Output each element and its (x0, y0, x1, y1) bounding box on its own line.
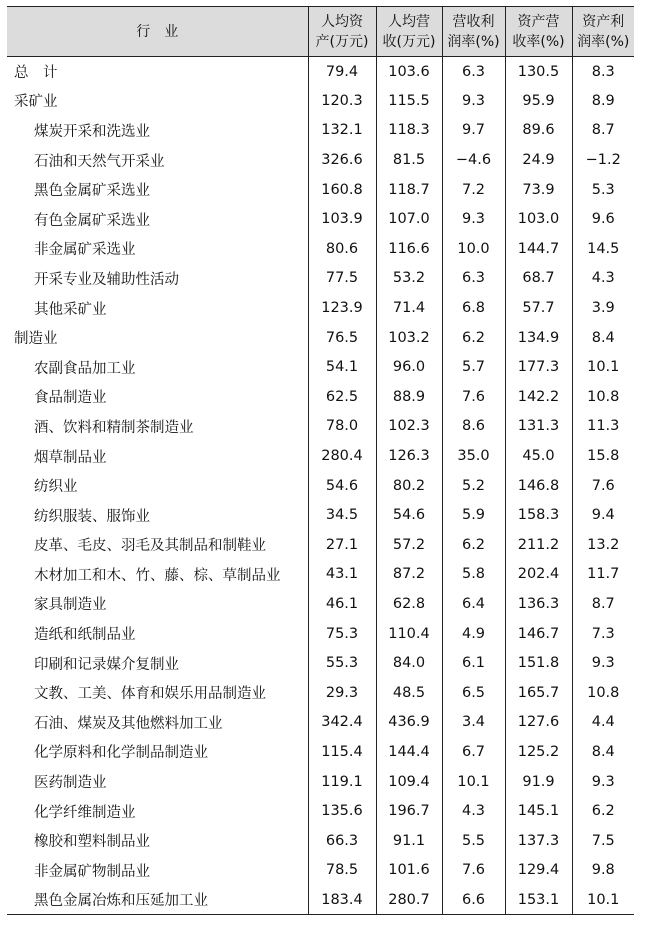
header-revenue-margin (442, 7, 505, 57)
table-row (7, 86, 634, 116)
industry-name-cell: 有色金属矿采选业 (34, 212, 150, 229)
industry-name-cell: 黑色金属冶炼和压延加工业 (7, 885, 308, 915)
asset-return-cell: 8.3 (572, 57, 634, 87)
table-row (7, 737, 634, 767)
table-header (7, 7, 634, 57)
revenue-margin-cell: 35.0 (442, 441, 505, 471)
asset-return-cell: 4.4 (572, 708, 634, 738)
revenue-per-capita-cell: 102.3 (376, 412, 442, 442)
asset-per-capita-cell: 77.5 (308, 264, 376, 294)
asset-turnover-cell: 127.6 (505, 708, 572, 738)
revenue-per-capita-cell: 126.3 (376, 441, 442, 471)
table-row (7, 500, 634, 530)
revenue-per-capita-cell: 81.5 (376, 145, 442, 175)
asset-turnover-cell: 146.8 (505, 471, 572, 501)
revenue-margin-cell: 4.9 (442, 619, 505, 649)
revenue-per-capita-cell: 84.0 (376, 648, 442, 678)
table-row (7, 530, 634, 560)
revenue-margin-cell: 5.2 (442, 471, 505, 501)
asset-return-cell: 9.4 (572, 500, 634, 530)
asset-per-capita-cell: 55.3 (308, 648, 376, 678)
asset-turnover-cell: 165.7 (505, 678, 572, 708)
asset-per-capita-cell: 119.1 (308, 767, 376, 797)
asset-per-capita-cell: 62.5 (308, 382, 376, 412)
table-row (7, 767, 634, 797)
asset-turnover-cell: 57.7 (505, 293, 572, 323)
revenue-per-capita-cell: 91.1 (376, 826, 442, 856)
revenue-margin-cell: 10.0 (442, 234, 505, 264)
header-asset-turnover-line2: 收率(%) (512, 33, 565, 50)
asset-per-capita-cell: 80.6 (308, 234, 376, 264)
asset-per-capita-cell: 54.1 (308, 352, 376, 382)
revenue-per-capita-cell: 110.4 (376, 619, 442, 649)
asset-return-cell: 7.3 (572, 619, 634, 649)
revenue-per-capita-cell: 118.3 (376, 116, 442, 146)
asset-per-capita-cell: 120.3 (308, 86, 376, 116)
revenue-per-capita-cell: 115.5 (376, 86, 442, 116)
table-row (7, 352, 634, 382)
asset-per-capita-cell: 280.4 (308, 441, 376, 471)
table-row (7, 57, 634, 87)
table-row (7, 116, 634, 146)
table-row (7, 619, 634, 649)
industry-name-cell: 家具制造业 (34, 597, 107, 614)
industry-name-cell: 煤炭开采和洗选业 (34, 123, 150, 140)
asset-return-cell: 13.2 (572, 530, 634, 560)
header-asset-turnover (505, 7, 572, 57)
asset-per-capita-cell: 135.6 (308, 796, 376, 826)
table-row (7, 441, 634, 471)
industry-name-cell: 酒、饮料和精制茶制造业 (34, 419, 194, 436)
asset-return-cell: 10.1 (572, 352, 634, 382)
revenue-per-capita-cell: 101.6 (376, 856, 442, 886)
asset-per-capita-cell: 115.4 (308, 737, 376, 767)
revenue-per-capita-cell: 62.8 (376, 589, 442, 619)
asset-per-capita-cell: 79.4 (308, 57, 376, 87)
industry-name-cell: 石油和天然气开采业 (34, 153, 165, 170)
industry-name-cell: 文教、工美、体育和娱乐用品制造业 (34, 686, 266, 703)
industry-name-cell: 非金属矿采选业 (34, 242, 136, 259)
asset-return-cell: 8.4 (572, 737, 634, 767)
revenue-margin-cell: −4.6 (442, 145, 505, 175)
header-revenue-margin-line1: 营收利 (452, 13, 495, 30)
asset-per-capita-cell: 75.3 (308, 619, 376, 649)
revenue-per-capita-cell: 88.9 (376, 382, 442, 412)
asset-return-cell: 9.3 (572, 767, 634, 797)
revenue-margin-cell: 7.2 (442, 175, 505, 205)
revenue-per-capita-cell: 48.5 (376, 678, 442, 708)
asset-return-cell: 10.1 (572, 885, 634, 915)
revenue-margin-cell: 6.3 (442, 57, 505, 87)
asset-turnover-cell: 145.1 (505, 796, 572, 826)
revenue-per-capita-cell: 103.2 (376, 323, 442, 353)
industry-name-cell: 纺织服装、服饰业 (34, 508, 150, 525)
revenue-per-capita-cell: 54.6 (376, 500, 442, 530)
industry-name-cell: 造纸和纸制品业 (34, 627, 136, 644)
revenue-margin-cell: 5.9 (442, 500, 505, 530)
revenue-margin-cell: 6.3 (442, 264, 505, 294)
asset-return-cell: 14.5 (572, 234, 634, 264)
asset-turnover-cell: 137.3 (505, 826, 572, 856)
revenue-margin-cell: 6.6 (442, 885, 505, 915)
revenue-margin-cell: 6.4 (442, 589, 505, 619)
revenue-margin-cell: 7.6 (442, 856, 505, 886)
asset-turnover-cell: 151.8 (505, 648, 572, 678)
table-row (7, 175, 634, 205)
header-asset-per-capita (308, 7, 376, 57)
revenue-margin-cell: 9.7 (442, 116, 505, 146)
asset-per-capita-cell: 54.6 (308, 471, 376, 501)
header-asset-return-line2: 润率(%) (577, 33, 630, 50)
asset-turnover-cell: 91.9 (505, 767, 572, 797)
revenue-margin-cell: 5.5 (442, 826, 505, 856)
table-row (7, 648, 634, 678)
asset-turnover-cell: 95.9 (505, 86, 572, 116)
asset-turnover-cell: 73.9 (505, 175, 572, 205)
industry-name-cell: 木材加工和木、竹、藤、棕、草制品业 (34, 567, 281, 584)
table-row (7, 382, 634, 412)
industry-name-cell: 印刷和记录媒介复制业 (34, 656, 179, 673)
asset-per-capita-cell: 29.3 (308, 678, 376, 708)
revenue-per-capita-cell: 118.7 (376, 175, 442, 205)
asset-return-cell: 11.3 (572, 412, 634, 442)
revenue-margin-cell: 6.2 (442, 530, 505, 560)
industry-name-cell: 开采专业及辅助性活动 (34, 271, 179, 288)
revenue-per-capita-cell: 103.6 (376, 57, 442, 87)
industry-name-cell: 非金属矿物制品业 (34, 863, 150, 880)
industry-name-cell: 橡胶和塑料制品业 (34, 834, 150, 851)
header-revenue-per-capita (376, 7, 442, 57)
industry-name-cell: 食品制造业 (34, 390, 107, 407)
asset-turnover-cell: 158.3 (505, 500, 572, 530)
revenue-margin-cell: 3.4 (442, 708, 505, 738)
industry-name-cell: 烟草制品业 (34, 449, 107, 466)
table-row (7, 471, 634, 501)
table-row (7, 264, 634, 294)
asset-return-cell: 8.4 (572, 323, 634, 353)
asset-per-capita-cell: 183.4 (308, 885, 376, 915)
industry-name-cell: 纺织业 (34, 479, 78, 496)
asset-turnover-cell: 153.1 (505, 885, 572, 915)
table-row (7, 412, 634, 442)
asset-turnover-cell: 24.9 (505, 145, 572, 175)
asset-per-capita-cell: 76.5 (308, 323, 376, 353)
table-row (7, 796, 634, 826)
industry-name-cell: 采矿业 (14, 94, 58, 111)
table-row (7, 293, 634, 323)
revenue-per-capita-cell: 116.6 (376, 234, 442, 264)
revenue-margin-cell: 5.8 (442, 560, 505, 590)
table-row (7, 323, 634, 353)
revenue-margin-cell: 6.1 (442, 648, 505, 678)
asset-per-capita-cell: 342.4 (308, 708, 376, 738)
asset-return-cell: 5.3 (572, 175, 634, 205)
revenue-margin-cell: 6.2 (442, 323, 505, 353)
asset-turnover-cell: 89.6 (505, 116, 572, 146)
industry-statistics-sheet (7, 6, 634, 915)
revenue-per-capita-cell: 71.4 (376, 293, 442, 323)
revenue-margin-cell: 6.8 (442, 293, 505, 323)
table-row (7, 678, 634, 708)
revenue-margin-cell: 9.3 (442, 204, 505, 234)
asset-turnover-cell: 136.3 (505, 589, 572, 619)
table-row (7, 234, 634, 264)
asset-per-capita-cell: 34.5 (308, 500, 376, 530)
table-row (7, 826, 634, 856)
asset-per-capita-cell: 43.1 (308, 560, 376, 590)
asset-per-capita-cell: 132.1 (308, 116, 376, 146)
asset-return-cell: 15.8 (572, 441, 634, 471)
header-asset-return-line1: 资产利 (582, 13, 625, 30)
industry-name-cell: 皮革、毛皮、羽毛及其制品和制鞋业 (34, 538, 266, 555)
asset-turnover-cell: 142.2 (505, 382, 572, 412)
asset-turnover-cell: 144.7 (505, 234, 572, 264)
table-row (7, 145, 634, 175)
header-row (7, 7, 634, 57)
header-asset-turnover-line1: 资产营 (517, 13, 560, 30)
revenue-margin-cell: 9.3 (442, 86, 505, 116)
asset-return-cell: 6.2 (572, 796, 634, 826)
asset-turnover-cell: 130.5 (505, 57, 572, 87)
industry-name-cell: 化学原料和化学制品制造业 (34, 745, 208, 762)
asset-turnover-cell: 68.7 (505, 264, 572, 294)
header-industry: 行 业 (7, 7, 308, 57)
industry-name-cell: 黑色金属矿采选业 (34, 183, 150, 200)
table-row (7, 856, 634, 886)
asset-turnover-cell: 129.4 (505, 856, 572, 886)
industry-name-cell: 医药制造业 (34, 775, 107, 792)
asset-return-cell: 8.9 (572, 86, 634, 116)
table-row (7, 204, 634, 234)
asset-return-cell: 10.8 (572, 382, 634, 412)
industry-name-cell: 化学纤维制造业 (34, 804, 136, 821)
asset-return-cell: 10.8 (572, 678, 634, 708)
asset-per-capita-cell: 78.5 (308, 856, 376, 886)
asset-return-cell: 7.5 (572, 826, 634, 856)
revenue-margin-cell: 7.6 (442, 382, 505, 412)
header-revenue-per-capita-line2: 收(万元) (382, 33, 436, 50)
asset-return-cell: 11.7 (572, 560, 634, 590)
asset-return-cell: −1.2 (572, 145, 634, 175)
revenue-per-capita-cell: 109.4 (376, 767, 442, 797)
asset-return-cell: 9.8 (572, 856, 634, 886)
table-row (7, 708, 634, 738)
asset-return-cell: 8.7 (572, 116, 634, 146)
asset-per-capita-cell: 326.6 (308, 145, 376, 175)
asset-turnover-cell: 134.9 (505, 323, 572, 353)
asset-per-capita-cell: 66.3 (308, 826, 376, 856)
asset-turnover-cell: 45.0 (505, 441, 572, 471)
asset-turnover-cell: 211.2 (505, 530, 572, 560)
industry-name-cell: 总 计 (14, 65, 58, 82)
revenue-per-capita-cell: 57.2 (376, 530, 442, 560)
asset-turnover-cell: 202.4 (505, 560, 572, 590)
revenue-per-capita-cell: 87.2 (376, 560, 442, 590)
table-body (7, 57, 634, 915)
asset-return-cell: 9.6 (572, 204, 634, 234)
industry-name-cell: 农副食品加工业 (34, 360, 136, 377)
revenue-per-capita-cell: 196.7 (376, 796, 442, 826)
asset-return-cell: 4.3 (572, 264, 634, 294)
asset-turnover-cell: 177.3 (505, 352, 572, 382)
header-asset-return (572, 7, 634, 57)
asset-per-capita-cell: 27.1 (308, 530, 376, 560)
asset-return-cell: 9.3 (572, 648, 634, 678)
revenue-margin-cell: 6.7 (442, 737, 505, 767)
revenue-margin-cell: 5.7 (442, 352, 505, 382)
asset-per-capita-cell: 103.9 (308, 204, 376, 234)
revenue-per-capita-cell: 107.0 (376, 204, 442, 234)
asset-return-cell: 3.9 (572, 293, 634, 323)
revenue-margin-cell: 4.3 (442, 796, 505, 826)
table-row (7, 885, 634, 915)
header-asset-per-capita-line1: 人均资 (321, 13, 363, 30)
industry-name-cell: 其他采矿业 (34, 301, 107, 318)
revenue-margin-cell: 6.5 (442, 678, 505, 708)
revenue-per-capita-cell: 53.2 (376, 264, 442, 294)
industry-name-cell: 制造业 (14, 331, 58, 348)
revenue-per-capita-cell: 436.9 (376, 708, 442, 738)
revenue-per-capita-cell: 280.7 (376, 885, 442, 915)
revenue-per-capita-cell: 144.4 (376, 737, 442, 767)
header-revenue-per-capita-line1: 人均营 (388, 13, 430, 30)
asset-per-capita-cell: 160.8 (308, 175, 376, 205)
asset-return-cell: 8.7 (572, 589, 634, 619)
asset-per-capita-cell: 46.1 (308, 589, 376, 619)
asset-turnover-cell: 131.3 (505, 412, 572, 442)
industry-statistics-table (7, 6, 634, 915)
asset-per-capita-cell: 123.9 (308, 293, 376, 323)
revenue-margin-cell: 10.1 (442, 767, 505, 797)
asset-turnover-cell: 146.7 (505, 619, 572, 649)
asset-per-capita-cell: 78.0 (308, 412, 376, 442)
asset-return-cell: 7.6 (572, 471, 634, 501)
revenue-margin-cell: 8.6 (442, 412, 505, 442)
revenue-per-capita-cell: 96.0 (376, 352, 442, 382)
header-asset-per-capita-line2: 产(万元) (315, 33, 369, 50)
asset-turnover-cell: 125.2 (505, 737, 572, 767)
table-row (7, 560, 634, 590)
table-row (7, 589, 634, 619)
industry-name-cell: 石油、煤炭及其他燃料加工业 (34, 715, 223, 732)
revenue-per-capita-cell: 80.2 (376, 471, 442, 501)
asset-turnover-cell: 103.0 (505, 204, 572, 234)
header-revenue-margin-line2: 润率(%) (447, 33, 500, 50)
